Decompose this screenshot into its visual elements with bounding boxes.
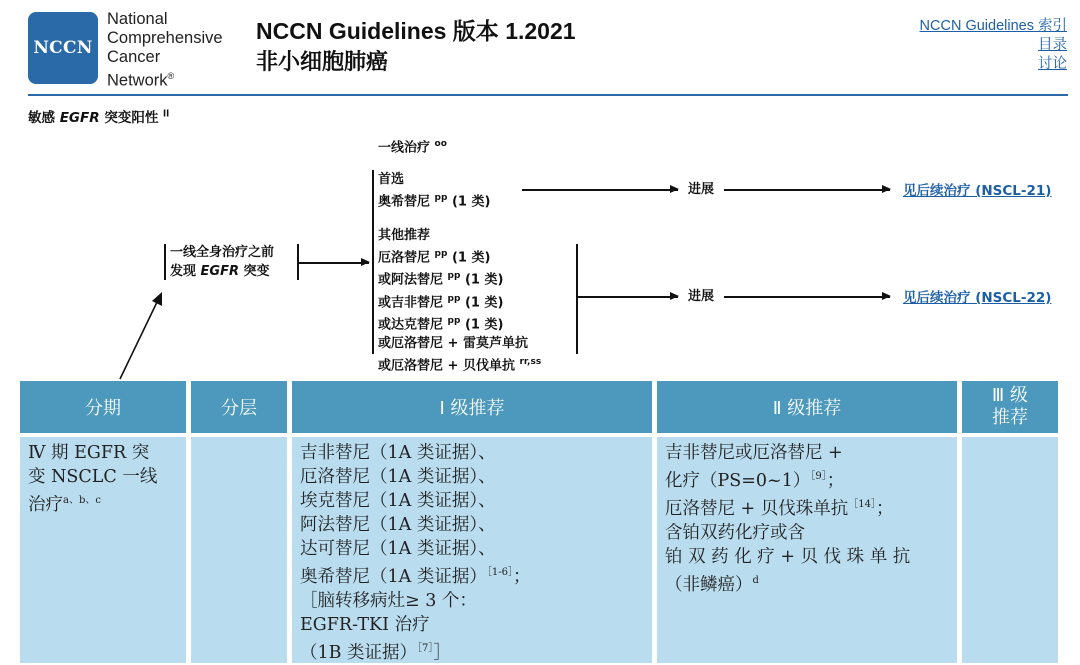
preferred-drug: 奥希替尼 [378, 194, 431, 210]
other-category: (1 类) [451, 250, 491, 266]
preferred-heading: 首选 [378, 172, 405, 187]
preferred-to-progress-arrow [522, 189, 678, 191]
table-cell-level-3 [962, 437, 1058, 663]
other-drug: 或厄洛替尼 + 贝伐单抗 [378, 358, 515, 374]
start-line-1: 一线全身治疗之前 [170, 245, 275, 260]
other-drug: 或达克替尼 [378, 317, 444, 333]
level-1-line: 埃克替尼（1A 类证据）、 [300, 491, 496, 511]
org-line-text: Network [107, 71, 168, 90]
next-therapy-link-nscl-22[interactable]: 见后续治疗 (NSCL-22) [903, 290, 1052, 306]
level-2-text: 化疗（PS=0~1） [665, 470, 811, 491]
stage-line [28, 489, 178, 517]
start-bracket-left [164, 244, 166, 280]
level-1-line: ［脑转移病灶≥ 3 个： [300, 590, 477, 611]
guidelines-index-link[interactable]: NCCN Guidelines 索引 [919, 18, 1067, 34]
level-1-line: 厄洛替尼（1A 类证据）、 [300, 467, 496, 487]
level-2-line [665, 493, 949, 521]
header-links [920, 17, 1067, 74]
level-1-line: 吉非替尼（1A 类证据）、 [300, 443, 496, 463]
level-2-line: 含铂双药化疗或含 [665, 522, 805, 543]
start-to-therapy-arrow [299, 262, 369, 264]
level-1-text: （1B 类证据） [300, 642, 418, 663]
table-cell-stage [20, 437, 186, 663]
table-cell-level-1 [292, 437, 652, 663]
other-footnote: rr,ss [519, 357, 542, 368]
section-label-gene: EGFR [59, 110, 100, 126]
table-header-level-2: Ⅱ 级推荐 [657, 381, 957, 433]
level-1-punct: ］ [433, 642, 451, 663]
stage-footnote: a、b、c [63, 495, 101, 506]
first-line-text: 一线治疗 [378, 140, 431, 156]
stage-line: Ⅳ 期 EGFR 突 [28, 443, 150, 463]
stage-line: 变 NSCLC 一线 [28, 467, 158, 487]
discussion-link[interactable]: 讨论 [1038, 56, 1067, 72]
other-footnote: pp [434, 249, 448, 259]
other-footnote: pp [447, 293, 461, 304]
other-heading: 其他推荐 [378, 228, 431, 243]
other-footnote: pp [447, 315, 461, 326]
contents-link[interactable]: 目录 [1038, 37, 1067, 53]
preferred-footnote: pp [434, 193, 448, 203]
next-therapy-link-nscl-21[interactable]: 见后续治疗 (NSCL-21) [903, 183, 1052, 199]
table-cell-level-2 [657, 437, 957, 663]
org-line: Comprehensive [107, 29, 223, 47]
org-line: National [107, 10, 168, 28]
other-to-progress-arrow [578, 296, 678, 298]
start-line-2-suffix: 突变 [243, 264, 270, 279]
table-header-stage: 分期 [20, 381, 186, 433]
other-item [378, 290, 541, 312]
other-item [378, 267, 541, 289]
therapy-bracket [372, 170, 374, 354]
first-line-heading [378, 135, 447, 157]
level-1-line [300, 637, 644, 665]
registered-mark: ® [167, 71, 175, 81]
other-item [378, 245, 541, 267]
level-2-line: 铂 双 药 化 疗 + 贝 伐 珠 单 抗 [665, 546, 911, 567]
preferred-category: (1 类) [451, 194, 491, 210]
other-item [378, 312, 541, 334]
level-2-punct: ； [876, 498, 894, 519]
level-1-reference: ［1-6］ [486, 567, 513, 578]
up-arrow-icon [110, 290, 170, 382]
progress-to-next-arrow-2 [724, 296, 890, 298]
section-label [28, 106, 169, 126]
level-2-line [665, 569, 949, 597]
section-label-footnote: ll [163, 109, 170, 120]
level-1-line: 阿法替尼（1A 类证据）、 [300, 515, 496, 535]
header-divider [28, 94, 1068, 96]
level-2-punct: ； [826, 470, 845, 491]
progress-label-1: 进展 [688, 182, 715, 197]
start-line-2 [170, 262, 274, 281]
org-line: Cancer [107, 48, 161, 66]
level-1-reference: ［7］ [417, 642, 434, 654]
level-2-footnote: d [752, 574, 759, 586]
section-label-suffix: 突变阳性 [104, 110, 159, 126]
level-3-line-2: 推荐 [992, 407, 1028, 428]
nccn-logo: NCCN [28, 12, 98, 84]
progress-to-next-arrow-1 [724, 189, 890, 191]
level-1-line: 达可替尼（1A 类证据）、 [300, 539, 496, 559]
stage-line-text: 治疗 [28, 494, 63, 515]
level-2-reference: ［9］ [810, 471, 827, 482]
level-1-text: 奥希替尼（1A 类证据） [300, 566, 487, 587]
other-drug: 或吉非替尼 [378, 294, 444, 310]
other-category: (1 类) [464, 317, 504, 333]
level-2-text: 厄洛替尼 + 贝伐珠单抗 [665, 498, 849, 519]
progress-label-2: 进展 [688, 289, 715, 304]
first-line-footnote: oo [434, 139, 447, 149]
organization-name [107, 10, 223, 91]
level-3-line-1: Ⅲ 级 [991, 385, 1029, 406]
other-item [378, 334, 541, 353]
section-label-prefix: 敏感 [28, 110, 55, 126]
table-header-level-1: Ⅰ 级推荐 [292, 381, 652, 433]
guideline-title: NCCN Guidelines 版本 1.2021 [256, 18, 576, 44]
table-header-stratification: 分层 [191, 381, 287, 433]
level-1-punct: ； [512, 566, 531, 587]
other-block [378, 226, 541, 376]
other-footnote: pp [447, 271, 461, 282]
other-bracket [576, 244, 578, 354]
start-line-2-gene: EGFR [200, 264, 239, 279]
start-condition [170, 243, 274, 281]
level-2-line [665, 465, 949, 493]
table-cell-stratification [191, 437, 287, 663]
level-1-line: EGFR-TKI 治疗 [300, 614, 430, 635]
level-2-reference: ［14］ [848, 498, 877, 510]
preferred-block [378, 170, 490, 211]
other-drug: 或厄洛替尼 + 雷莫芦单抗 [378, 336, 528, 352]
start-line-2-prefix: 发现 [170, 264, 197, 279]
other-drug: 或阿法替尼 [378, 272, 444, 288]
guideline-subtitle: 非小细胞肺癌 [256, 50, 389, 75]
level-2-text: （非鳞癌） [665, 574, 753, 595]
level-1-line [300, 561, 644, 589]
other-item [378, 353, 541, 375]
other-drug: 厄洛替尼 [378, 250, 431, 266]
preferred-item [378, 189, 490, 211]
table-header-level-3 [962, 381, 1058, 433]
level-2-line: 吉非替尼或厄洛替尼 + [665, 443, 843, 463]
other-category: (1 类) [464, 294, 504, 310]
org-line [107, 67, 223, 91]
other-category: (1 类) [464, 272, 504, 288]
